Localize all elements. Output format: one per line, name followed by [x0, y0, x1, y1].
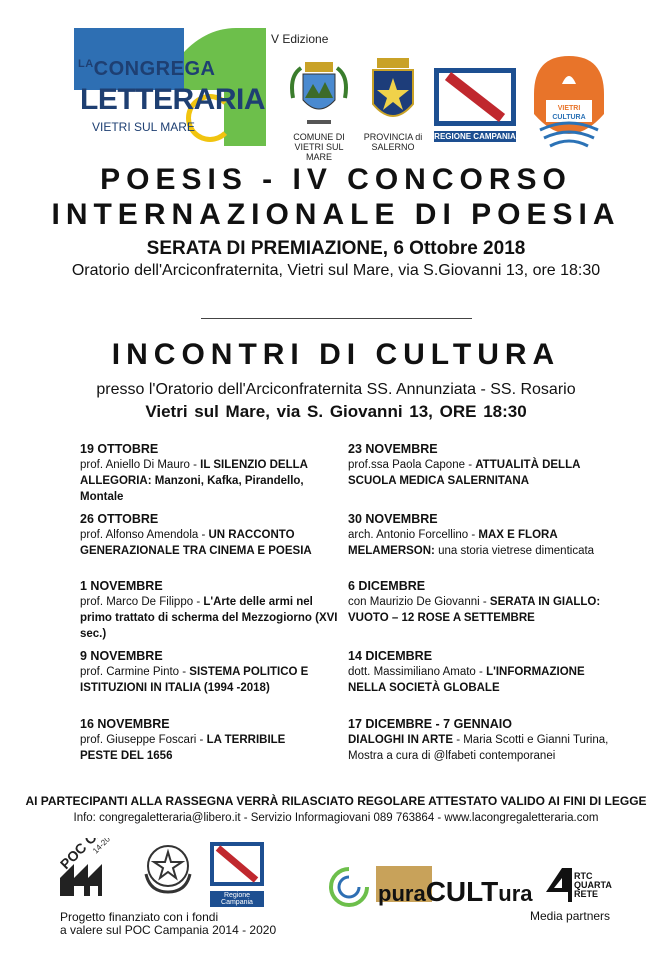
- comune-shield-icon: [287, 56, 351, 130]
- event-subtitle: una storia vietrese dimenticata: [434, 545, 595, 557]
- event-title: ATTUALITÀ DELLA SCUOLA MEDICA SALERNITANA: [348, 459, 580, 487]
- provincia-crest: [362, 56, 424, 152]
- vietri-cultura-line1: VIETRI: [557, 105, 581, 112]
- event-item: [80, 578, 340, 642]
- event-item: [348, 648, 598, 696]
- logo-line1: $^{LA}$CONGREGA: [78, 58, 216, 80]
- project-line2: a valere sul POC Campania 2014 - 2020: [60, 923, 277, 937]
- contest-title-line2: INTERNAZIONALE DI POESIA: [51, 198, 621, 231]
- event-speaker: prof. Alfonso Amendola -: [80, 529, 209, 541]
- event-item: [80, 716, 320, 764]
- event-title: IL SILENZIO DELLA ALLEGORIA: Manzoni, Kafka, Pirandello, Montale: [80, 459, 308, 503]
- project-funding-note: [60, 911, 276, 937]
- poc-label: [60, 838, 130, 872]
- puracultura-logo: [376, 866, 533, 906]
- event-title: SISTEMA POLITICO E ISTITUZIONI IN ITALIA (1994 -2018): [80, 666, 309, 694]
- logo-line2: LETTERARIA: [80, 83, 265, 116]
- event-item: [80, 648, 338, 696]
- vietri-cultura-icon: [532, 54, 606, 154]
- event-item: [348, 716, 610, 764]
- italian-emblem-icon: [140, 838, 196, 896]
- logo-line3: VIETRI SUL MARE: [92, 120, 195, 134]
- incontri-address: Vietri sul Mare, via S. Giovanni 13, ORE 18:30: [145, 402, 527, 421]
- project-line1: Progetto finanziato con i fondi: [60, 910, 219, 924]
- regione-campania-footer-logo: [210, 842, 264, 906]
- event-speaker: prof. Carmine Pinto -: [80, 666, 190, 678]
- event-speaker: prof. Aniello Di Mauro -: [80, 459, 201, 471]
- event-title: MAX E FLORA MELAMERSON:: [348, 529, 558, 557]
- incontri-presso: presso l'Oratorio dell'Arciconfraternita SS. Annunziata - SS. Rosario: [96, 381, 576, 398]
- event-speaker: prof. Giuseppe Foscari -: [80, 734, 207, 746]
- event-title: UN RACCONTO GENERAZIONALE TRA CINEMA E POESIA: [80, 529, 312, 557]
- poc-years: 14-20: [91, 838, 112, 856]
- regione-campania-logo: [434, 68, 516, 142]
- event-date: 30 NOVEMBRE: [348, 512, 438, 526]
- event-title: L'INFORMAZIONE NELLA SOCIETÀ GLOBALE: [348, 666, 585, 694]
- event-speaker: prof.ssa Paola Capone -: [348, 459, 476, 471]
- event-date: 19 OTTOBRE: [80, 442, 159, 456]
- comune-line1: COMUNE DI: [293, 132, 345, 142]
- event-date: 16 NOVEMBRE: [80, 717, 170, 731]
- event-item: [80, 441, 338, 505]
- regione-campania-footer-label: Regione Campania: [210, 891, 264, 907]
- vietri-cultura-line2: CULTURA: [552, 114, 586, 121]
- event-date: 14 DICEMBRE: [348, 649, 433, 663]
- italian-republic-emblem: [140, 838, 196, 896]
- edition-label: V Edizione: [271, 32, 329, 46]
- media-partners-label: Media partners: [530, 909, 611, 923]
- regione-campania-footer-icon: [210, 842, 264, 886]
- serata-premiazione: SERATA DI PREMIAZIONE, 6 Ottobre 2018: [146, 238, 526, 259]
- vietri-cultura-logo: [532, 54, 606, 154]
- event-date: 9 NOVEMBRE: [80, 649, 163, 663]
- regione-campania-label: REGIONE CAMPANIA: [434, 132, 516, 141]
- event-subtitle: - Maria Scotti e Gianni Turina, Mostra a cura di @lfabeti contemporanei: [348, 734, 609, 762]
- poc-campania-icon: [60, 838, 130, 898]
- event-title: DIALOGHI IN ARTE: [348, 734, 453, 746]
- provincia-line2: SALERNO: [371, 142, 415, 152]
- comune-crest: [283, 56, 355, 162]
- incontri-title: INCONTRI DI CULTURA: [111, 338, 561, 371]
- event-date: 26 OTTOBRE: [80, 512, 159, 526]
- poc-campania-logo: [60, 838, 130, 898]
- event-date: 1 NOVEMBRE: [80, 579, 163, 593]
- provincia-line1: PROVINCIA di: [363, 132, 423, 142]
- regione-campania-icon: [434, 68, 516, 126]
- contest-venue: Oratorio dell'Arciconfraternita, Vietri sul Mare, via S.Giovanni 13, ore 18:30: [71, 262, 601, 279]
- event-date: 23 NOVEMBRE: [348, 442, 438, 456]
- event-title: L'Arte delle armi nel primo trattato di scherma del Mezzogiorno (XVI sec.): [80, 596, 338, 640]
- puracultura-text: puraCULTura: [378, 876, 533, 907]
- event-title: SERATA IN GIALLO: VUOTO – 12 ROSE A SETTEMBRE: [348, 596, 601, 624]
- event-date: 6 DICEMBRE: [348, 579, 426, 593]
- event-item: [80, 511, 338, 559]
- event-item: [348, 578, 610, 626]
- divider: [201, 318, 472, 319]
- rtc-quarta-rete-logo: [544, 866, 620, 906]
- event-title: LA TERRIBILE PESTE DEL 1656: [80, 734, 286, 762]
- event-item: [348, 511, 610, 559]
- attestato-notice: AI PARTECIPANTI ALLA RASSEGNA VERRÀ RILASCIATO REGOLARE ATTESTATO VALIDO AI FINI DI LEGGE: [25, 794, 647, 808]
- comune-line2: VIETRI SUL MARE: [294, 142, 344, 162]
- event-speaker: prof. Marco De Filippo -: [80, 596, 204, 608]
- rtc-text: RTC QUARTA RETE: [574, 871, 612, 899]
- congrega-small-icon: [328, 866, 370, 908]
- rtc-4-icon: [544, 866, 574, 904]
- congrega-letteraria-logo: [74, 28, 266, 146]
- event-speaker: con Maurizio De Giovanni -: [348, 596, 490, 608]
- contest-title-line1: POESIS - IV CONCORSO: [100, 163, 572, 196]
- event-date: 17 DICEMBRE - 7 GENNAIO: [348, 717, 512, 731]
- event-item: [348, 441, 598, 489]
- event-speaker: dott. Massimiliano Amato -: [348, 666, 487, 678]
- provincia-shield-icon: [369, 56, 417, 130]
- congrega-small-logo: [328, 866, 370, 908]
- event-speaker: arch. Antonio Forcellino -: [348, 529, 479, 541]
- contact-info: Info: congregaletteraria@libero.it - Servizio Informagiovani 089 763864 - www.lacongregaletteraria.com: [73, 812, 599, 824]
